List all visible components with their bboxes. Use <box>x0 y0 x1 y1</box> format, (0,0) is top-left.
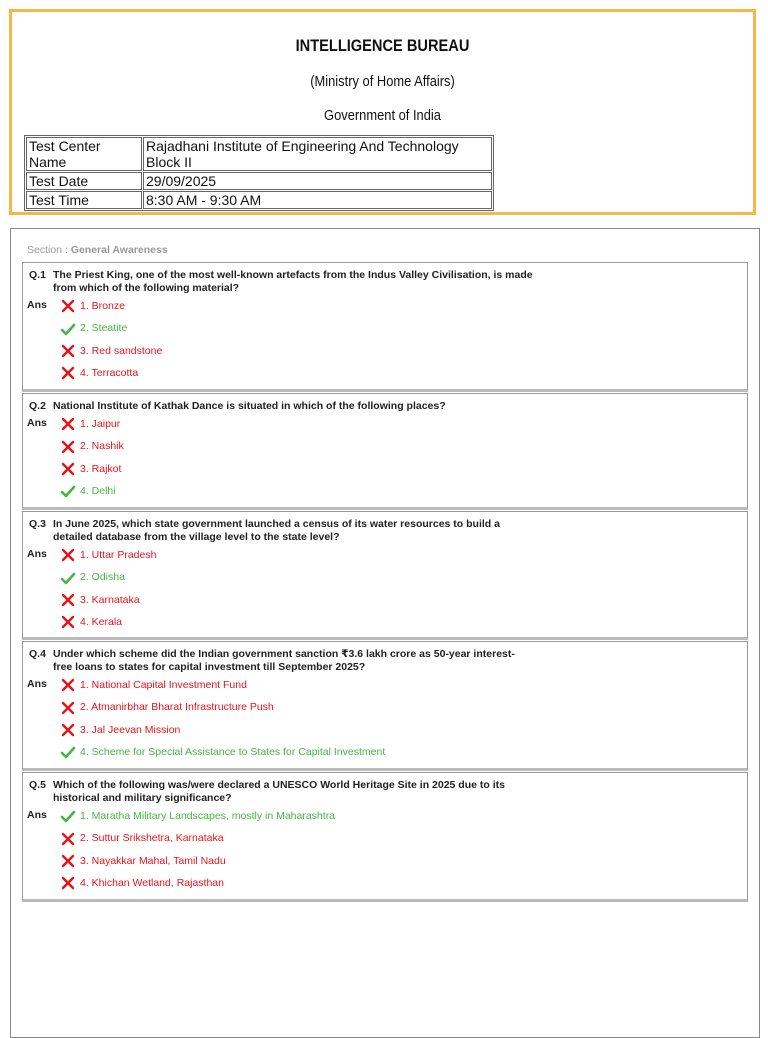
option-label: 4. Terracotta <box>80 366 139 379</box>
ans-label: Ans <box>27 417 47 429</box>
answer-option <box>60 298 125 314</box>
question-number: Q.4 <box>29 648 46 660</box>
cross-icon <box>60 593 76 607</box>
answer-option <box>60 830 224 846</box>
option-label: 1. National Capital Investment Fund <box>80 679 247 691</box>
option-label: 4. Kerala <box>80 615 123 628</box>
info-value: 8:30 AM - 9:30 AM <box>143 191 492 209</box>
cross-icon <box>60 344 76 358</box>
check-icon <box>60 809 76 823</box>
question-block <box>22 511 748 640</box>
info-row-center <box>26 137 492 171</box>
ans-label: Ans <box>27 299 47 311</box>
check-icon <box>60 571 76 585</box>
info-row-time <box>26 191 492 209</box>
info-row-date <box>26 172 492 190</box>
header-government: Government of India <box>324 107 441 124</box>
question-number: Q.1 <box>29 269 46 281</box>
answer-option <box>60 365 138 381</box>
cross-icon <box>60 678 76 692</box>
question-text: The Priest King, one of the most well-known artefacts from the Indus Valley Civilisation, is made from which of the following material? <box>53 269 533 294</box>
question-text: National Institute of Kathak Dance is situated in which of the following places? <box>53 400 446 412</box>
option-label: 4. Scheme for Special Assistance to States for Capital Investment <box>80 745 386 758</box>
info-key: Test Date <box>26 172 142 190</box>
cross-icon <box>60 876 76 890</box>
test-info-table <box>24 135 494 211</box>
question-block <box>22 393 748 510</box>
cross-icon <box>60 462 76 476</box>
option-label: 1. Uttar Pradesh <box>80 549 157 561</box>
info-key: Test Time <box>26 191 142 209</box>
answer-option <box>60 699 274 715</box>
section-label <box>27 244 168 256</box>
exam-header <box>9 9 756 215</box>
ans-label: Ans <box>27 548 47 560</box>
answer-option <box>60 320 127 336</box>
question-number: Q.3 <box>29 518 46 530</box>
answer-option <box>60 808 335 824</box>
cross-icon <box>60 417 76 431</box>
cross-icon <box>60 615 76 629</box>
option-label: 2. Atmanirbhar Bharat Infrastructure Push <box>80 701 274 714</box>
cross-icon <box>60 299 76 313</box>
cross-icon <box>60 366 76 380</box>
answer-option <box>60 722 180 738</box>
info-value: Rajadhani Institute of Engineering And Technology Block II <box>143 137 492 171</box>
option-label: 3. Karnataka <box>80 593 140 606</box>
cross-icon <box>60 548 76 562</box>
header-title: INTELLIGENCE BUREAU <box>295 36 470 55</box>
section-panel <box>10 228 760 1038</box>
answer-option <box>60 744 385 760</box>
answer-option <box>60 592 140 608</box>
info-value: 29/09/2025 <box>143 172 492 190</box>
option-label: 1. Maratha Military Landscapes, mostly in Maharashtra <box>80 810 336 822</box>
question-text: Under which scheme did the Indian government sanction ₹3.6 lakh crore as 50-year interest-free loans to states for capital investment till September 2025? <box>53 648 515 673</box>
option-label: 4. Delhi <box>80 484 116 497</box>
cross-icon <box>60 701 76 715</box>
answer-option <box>60 483 116 499</box>
answer-option <box>60 677 247 693</box>
option-label: 2. Nashik <box>80 440 124 453</box>
question-block <box>22 772 748 902</box>
option-label: 3. Nayakkar Mahal, Tamil Nadu <box>80 854 226 867</box>
answer-option <box>60 875 224 891</box>
answer-option <box>60 343 162 359</box>
option-label: 2. Suttur Srikshetra, Karnataka <box>80 832 224 845</box>
section-prefix: Section : <box>27 244 71 256</box>
answer-option <box>60 461 121 477</box>
check-icon <box>60 322 76 336</box>
question-text: In June 2025, which state government launched a census of its water resources to build a detailed database from the village level to the state level? <box>53 518 500 543</box>
info-key: Test Center Name <box>26 137 142 171</box>
option-label: 3. Rajkot <box>80 462 122 475</box>
option-label: 3. Jal Jeevan Mission <box>80 723 181 736</box>
answer-option <box>60 438 124 454</box>
answer-option <box>60 853 226 869</box>
question-block <box>22 262 748 392</box>
question-number: Q.2 <box>29 400 46 412</box>
question-number: Q.5 <box>29 779 46 791</box>
answer-option <box>60 547 156 563</box>
answer-option <box>60 614 122 630</box>
cross-icon <box>60 723 76 737</box>
question-block <box>22 641 748 771</box>
option-label: 3. Red sandstone <box>80 344 163 357</box>
answer-option <box>60 416 120 432</box>
option-label: 4. Khichan Wetland, Rajasthan <box>80 876 224 889</box>
section-name: General Awareness <box>70 244 168 256</box>
option-label: 1. Jaipur <box>80 418 121 430</box>
cross-icon <box>60 440 76 454</box>
cross-icon <box>60 854 76 868</box>
header-ministry: (Ministry of Home Affairs) <box>310 73 455 90</box>
ans-label: Ans <box>27 678 47 690</box>
option-label: 2. Steatite <box>80 322 128 335</box>
cross-icon <box>60 832 76 846</box>
option-label: 2. Odisha <box>80 571 125 584</box>
check-icon <box>60 484 76 498</box>
ans-label: Ans <box>27 809 47 821</box>
option-label: 1. Bronze <box>80 300 125 312</box>
answer-option <box>60 569 125 585</box>
question-text: Which of the following was/were declared a UNESCO World Heritage Site in 2025 due to its historical and military significance? <box>53 779 505 804</box>
check-icon <box>60 745 76 759</box>
